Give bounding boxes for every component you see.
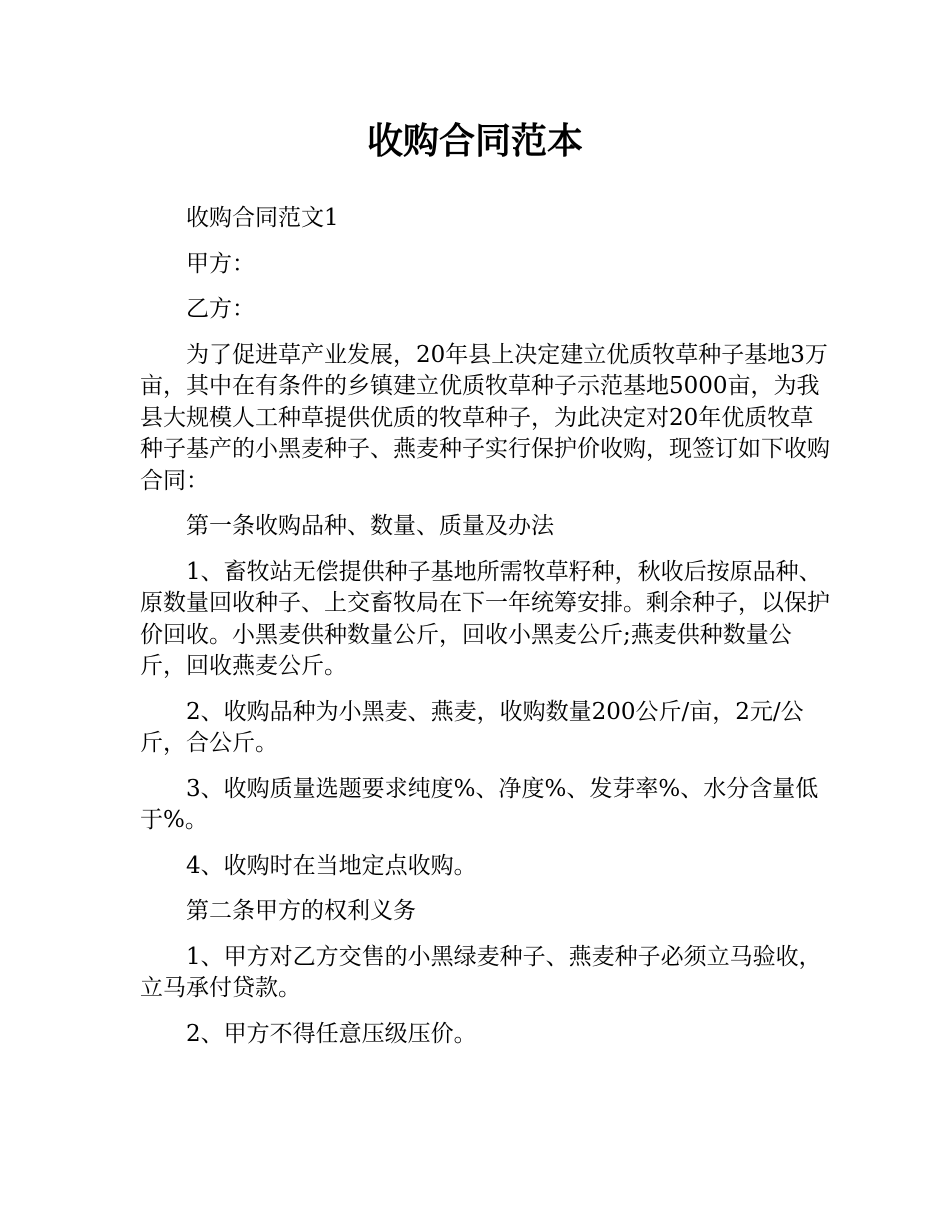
paragraph-party-b: 乙方： xyxy=(186,296,255,322)
paragraph-article-1-heading: 第一条收购品种、数量、质量及办法 xyxy=(186,513,554,539)
paragraph-article-1-item-3: 3、收购质量选题要求纯度%、净度%、发芽率%、水分含量低于%。 xyxy=(140,775,819,833)
paragraph-article-2-heading: 第二条甲方的权利义务 xyxy=(186,898,416,924)
document-body xyxy=(140,203,830,1064)
paragraph-article-1-item-4: 4、收购时在当地定点收购。 xyxy=(186,852,477,879)
paragraph-article-1-item-2: 2、收购品种为小黑麦、燕麦，收购数量200公斤/亩，2元/公斤，合公斤。 xyxy=(140,698,804,756)
paragraph-article-2-item-1: 1、甲方对乙方交售的小黑绿麦种子、燕麦种子必须立马验收，立马承付贷款。 xyxy=(140,943,822,1001)
paragraph-preamble: 为了促进草产业发展，20年县上决定建立优质牧草种子基地3万亩，其中在有条件的乡镇建立优质牧草种子示范基地5000亩，为我县大规模人工种草提供优质的牧草种子，为此决定对20年优质牧草种子基产的小黑麦种子、燕麦种子实行保护价收购，现签订如下收购合同： xyxy=(140,341,830,494)
paragraph-heading-sample-1: 收购合同范文1 xyxy=(186,205,339,231)
paragraph-party-a: 甲方： xyxy=(186,250,255,277)
paragraph-article-1-item-1: 1、畜牧站无偿提供种子基地所需牧草籽种，秋收后按原品种、原数量回收种子、上交畜牧局在下一年统筹安排。剩余种子，以保护价回收。小黑麦供种数量公斤，回收小黑麦公斤;燕麦供种数量公斤，回收燕麦公斤。 xyxy=(140,558,830,679)
page-title: 收购合同范本 xyxy=(366,121,583,162)
paragraph-article-2-item-2: 2、甲方不得任意压级压价。 xyxy=(186,1020,477,1047)
